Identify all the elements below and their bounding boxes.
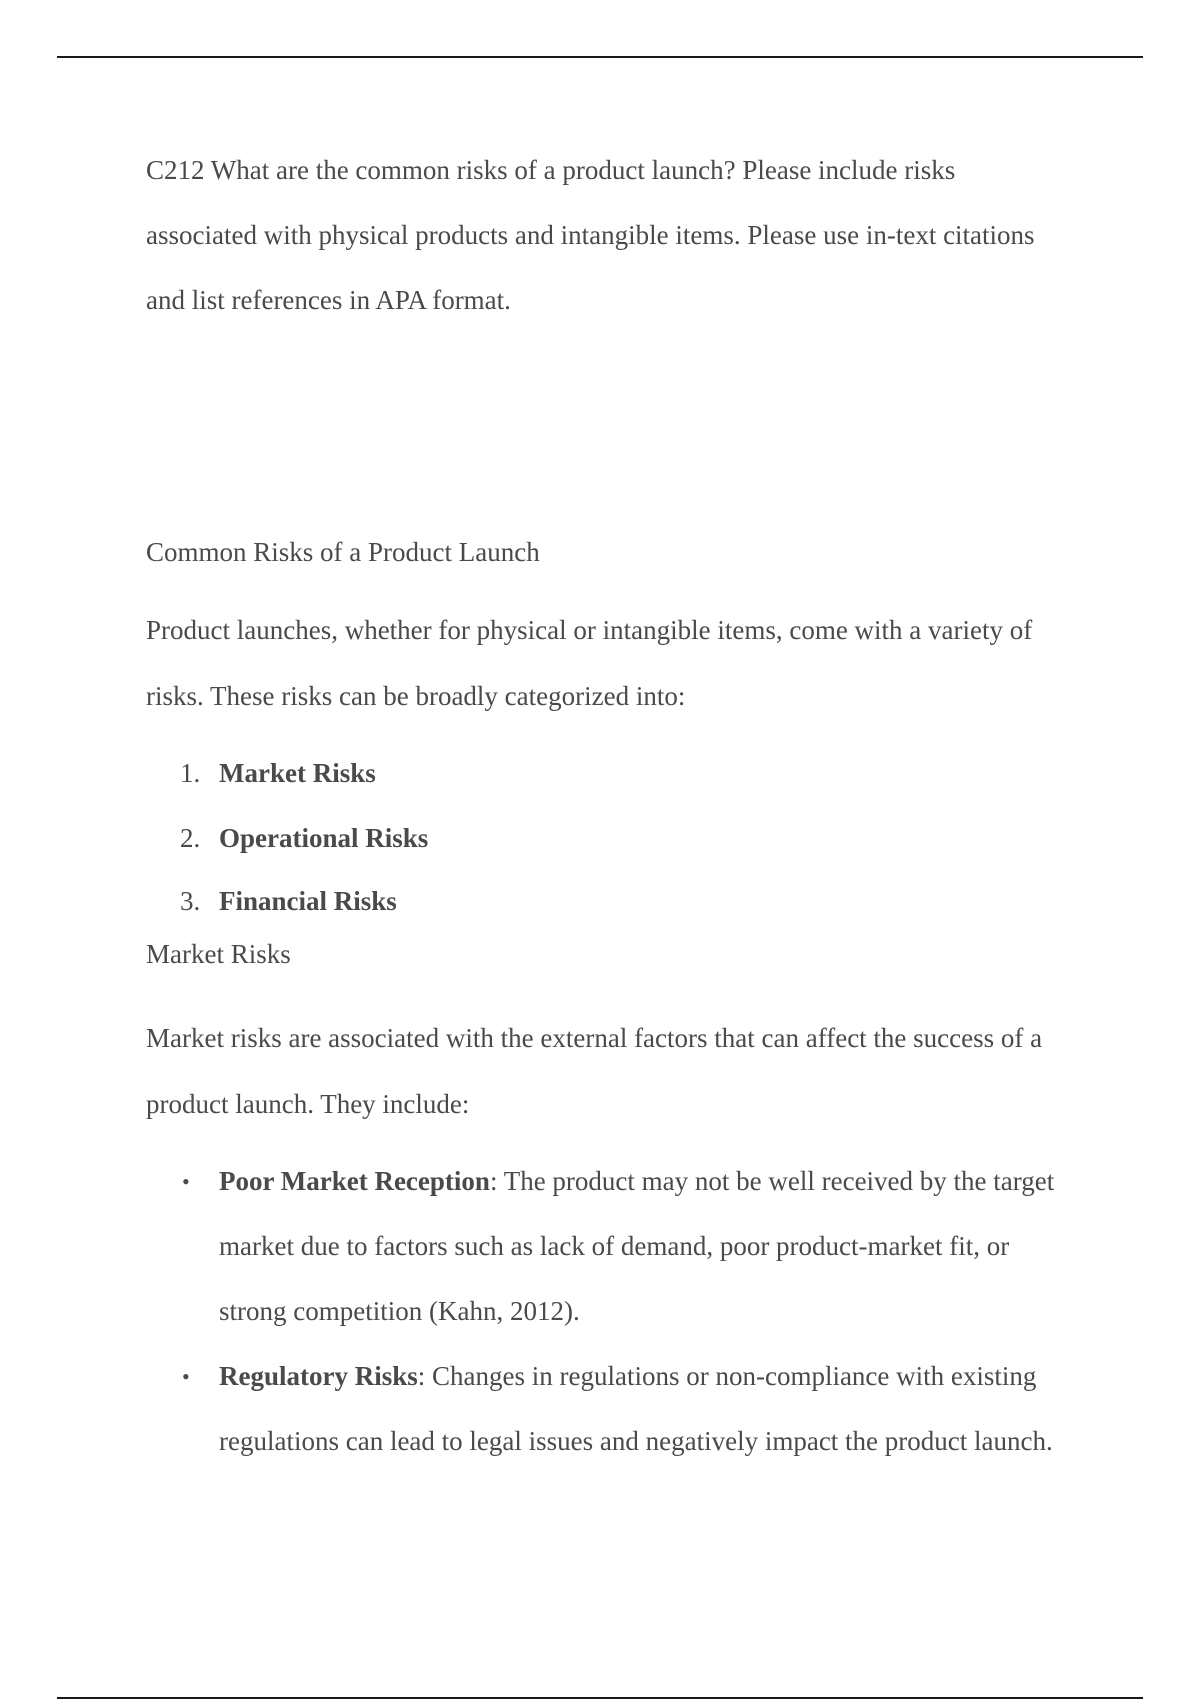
bullet-text: : The product may not be well received by the target market due to factors such as lack of demand, poor product-market fit, or strong competition (Kahn, 2012). <box>219 1166 1055 1326</box>
market-risks-paragraph: Market risks are associated with the external factors that can affect the success of a product launch. They include: <box>146 1023 1043 1119</box>
market-risks-list <box>146 1149 1066 1474</box>
market-risks-heading: Market Risks <box>146 939 291 969</box>
bullet-marker: • <box>182 1169 190 1194</box>
list-item-label: Financial Risks <box>219 886 397 916</box>
list-item <box>146 871 1066 931</box>
list-item <box>146 1344 1066 1474</box>
footer-rule <box>57 1697 1143 1699</box>
question-text: C212 What are the common risks of a product launch? Please include risks associated with physical products and intangible items. Please use in-text citations and list references in APA format. <box>146 155 1035 315</box>
risk-categories-list <box>146 741 1066 931</box>
list-item-label: Market Risks <box>219 758 376 788</box>
list-item <box>146 806 1066 871</box>
bullet-term: Poor Market Reception <box>219 1166 490 1196</box>
intro-paragraph: Product launches, whether for physical or intangible items, come with a variety of risks. These risks can be broadly categorized into: <box>146 615 1033 711</box>
document-page <box>146 138 1066 1474</box>
bullet-text: : Changes in regulations or non-compliance with existing regulations can lead to legal issues and negatively impact the product launch. <box>219 1361 1053 1456</box>
section-title: Common Risks of a Product Launch <box>146 537 540 567</box>
header-rule <box>57 56 1143 58</box>
list-item <box>146 1149 1066 1344</box>
list-number: 2. <box>180 823 201 853</box>
list-item <box>146 741 1066 806</box>
bullet-marker: • <box>182 1364 190 1389</box>
list-number: 3. <box>180 886 201 916</box>
list-number: 1. <box>180 758 201 788</box>
list-item-label: Operational Risks <box>219 823 429 853</box>
bullet-term: Regulatory Risks <box>219 1361 418 1391</box>
